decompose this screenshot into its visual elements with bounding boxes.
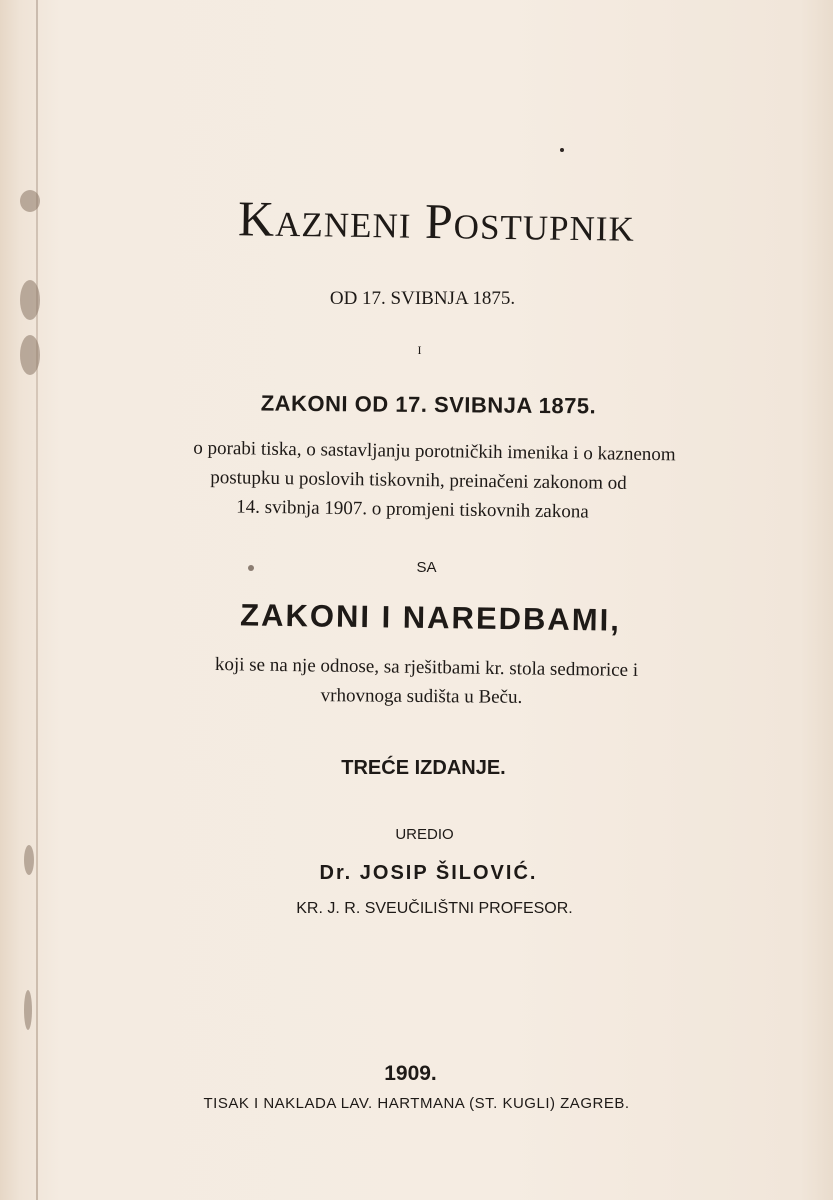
publication-year: 1909. <box>384 1062 437 1085</box>
description-line: o porabi tiska, o sastavljanju porotničkih imenika i o kaznenom <box>193 437 676 466</box>
book-title: Kazneni Postupnik <box>237 190 636 252</box>
author-name: Dr. JOSIP ŠILOVIĆ. <box>319 862 538 884</box>
regulations-heading: ZAKONI I NAREDBAMI, <box>239 597 622 638</box>
edition-label: TREĆE IZDANJE. <box>341 757 506 779</box>
author-title: KR. J. R. SVEUČILIŠTNI PROFESOR. <box>296 900 573 917</box>
with-word: SA <box>416 559 437 576</box>
description-line: postupku u poslovih tiskovnih, preinačeni zakonom od <box>210 467 627 494</box>
related-line: koji se na nje odnose, sa rješitbami kr. stola sedmorice i <box>214 654 639 681</box>
edited-by-label: UREDIO <box>395 826 454 843</box>
description-line: 14. svibnja 1907. o promjeni tiskovnih zakona <box>236 496 589 523</box>
ink-speck <box>560 148 564 152</box>
book-subtitle: OD 17. SVIBNJA 1875. <box>329 288 516 309</box>
laws-heading: ZAKONI OD 17. SVIBNJA 1875. <box>260 390 597 419</box>
related-line: vrhovnoga sudišta u Beču. <box>320 685 523 708</box>
conjunction: I <box>417 343 422 357</box>
page-edge-wear <box>24 990 32 1030</box>
publisher: TISAK I NAKLADA LAV. HARTMANA (ST. KUGLI) ZAGREB. <box>203 1095 630 1112</box>
